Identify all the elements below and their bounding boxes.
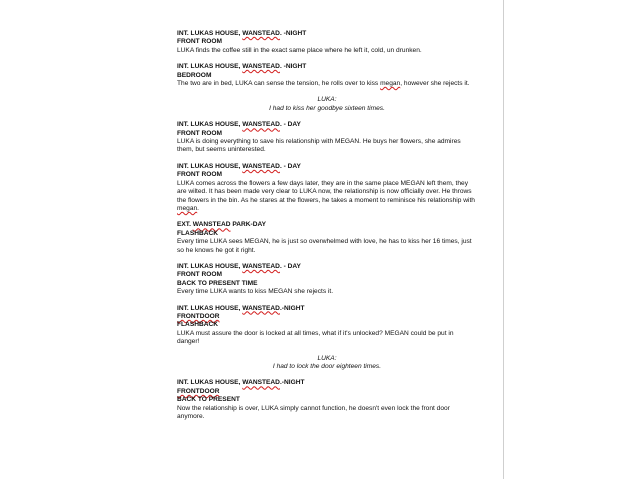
misspelled-word[interactable]: megan bbox=[177, 204, 198, 212]
scene-block bbox=[177, 121, 477, 155]
scene-transition: BACK TO PRESENT bbox=[177, 396, 240, 404]
scene-heading: INT. LUKAS HOUSE, WANSTEAD. -NIGHT bbox=[177, 30, 307, 37]
scene-location: FRONT ROOM bbox=[177, 129, 223, 137]
script-content bbox=[177, 30, 477, 429]
scene-heading: EXT. WANSTEAD PARK-DAY bbox=[177, 221, 267, 229]
dialogue-line: I had to lock the door eighteen times. bbox=[272, 363, 382, 370]
misspelled-word[interactable]: megan bbox=[380, 80, 401, 88]
misspelled-word[interactable]: WANSTEAD bbox=[242, 30, 280, 37]
character-name: LUKA: bbox=[317, 354, 337, 362]
page-margin-area bbox=[503, 0, 638, 479]
scene-location: FRONT ROOM bbox=[177, 271, 223, 279]
scene-block bbox=[177, 30, 477, 55]
scene-location[interactable]: FRONTDOOR bbox=[177, 387, 220, 395]
action-text: LUKA must assure the door is locked at all times, what if it's unlocked? MEGAN could be put in danger! bbox=[177, 329, 454, 346]
dialogue-block bbox=[177, 355, 477, 372]
misspelled-word[interactable]: WANSTEAD bbox=[242, 379, 280, 387]
misspelled-word[interactable]: WANSTEAD bbox=[192, 221, 231, 229]
scene-location: BEDROOM bbox=[177, 71, 212, 79]
scene-block bbox=[177, 63, 477, 88]
scene-location: FRONT ROOM bbox=[177, 171, 223, 179]
scene-heading: INT. LUKAS HOUSE, WANSTEAD. - DAY bbox=[177, 121, 301, 129]
misspelled-word[interactable]: WANSTEAD bbox=[242, 121, 280, 129]
action-text: Now the relationship is over, LUKA simply cannot function, he doesn't even lock the front door anymore. bbox=[177, 404, 450, 421]
scene-transition: BACK TO PRESENT TIME bbox=[177, 279, 258, 287]
character-name: LUKA: bbox=[317, 96, 337, 104]
action-text: LUKA comes across the flowers a few days later, they are in the same place MEGAN left them, they are wilted. It has been made very clear to LUKA now, the relationship is now officially over. He throws the flowers in the bin. As he stares at the flowers, he takes a moment to reminisce his relationship with megan. bbox=[177, 179, 475, 212]
scene-location: FLASHBACK bbox=[177, 229, 219, 237]
action-text: The two are in bed, LUKA can sense the tension, he rolls over to kiss megan, however she rejects it. bbox=[177, 80, 470, 88]
misspelled-word[interactable]: WANSTEAD bbox=[242, 262, 280, 270]
scene-location: FRONT ROOM bbox=[177, 38, 223, 46]
action-text: LUKA is doing everything to save his relationship with MEGAN. He buys her flowers, she admires them, but seems uninterested. bbox=[177, 138, 461, 154]
scene-heading: INT. LUKAS HOUSE, WANSTEAD.-NIGHT bbox=[177, 379, 305, 387]
scene-block bbox=[177, 305, 477, 347]
scene-heading: INT. LUKAS HOUSE, WANSTEAD. - DAY bbox=[177, 262, 301, 270]
dialogue-block bbox=[177, 96, 477, 113]
misspelled-word[interactable]: WANSTEAD bbox=[242, 162, 280, 170]
scene-heading: INT. LUKAS HOUSE, WANSTEAD.-NIGHT bbox=[177, 304, 305, 312]
scene-heading: INT. LUKAS HOUSE, WANSTEAD. - DAY bbox=[177, 162, 301, 170]
scene-block bbox=[177, 379, 477, 421]
scene-block bbox=[177, 221, 477, 255]
action-text: Every time LUKA sees MEGAN, he is just so overwhelmed with love, he has to kiss her 16 times, just so he knows he got it right. bbox=[177, 238, 472, 254]
scene-heading: INT. LUKAS HOUSE, WANSTEAD. -NIGHT bbox=[177, 63, 307, 71]
action-text: Every time LUKA wants to kiss MEGAN she rejects it. bbox=[177, 288, 334, 296]
misspelled-word[interactable]: WANSTEAD bbox=[242, 63, 280, 71]
scene-block bbox=[177, 163, 477, 213]
dialogue-line: I had to kiss her goodbye sixteen times. bbox=[269, 104, 385, 112]
action-text: LUKA finds the coffee still in the exact same place where he left it, cold, un drunken. bbox=[177, 46, 422, 54]
scene-block bbox=[177, 263, 477, 297]
scene-transition: FLASHBACK bbox=[177, 321, 219, 329]
misspelled-word[interactable]: WANSTEAD bbox=[242, 304, 280, 312]
scene-location[interactable]: FRONTDOOR bbox=[177, 312, 220, 320]
